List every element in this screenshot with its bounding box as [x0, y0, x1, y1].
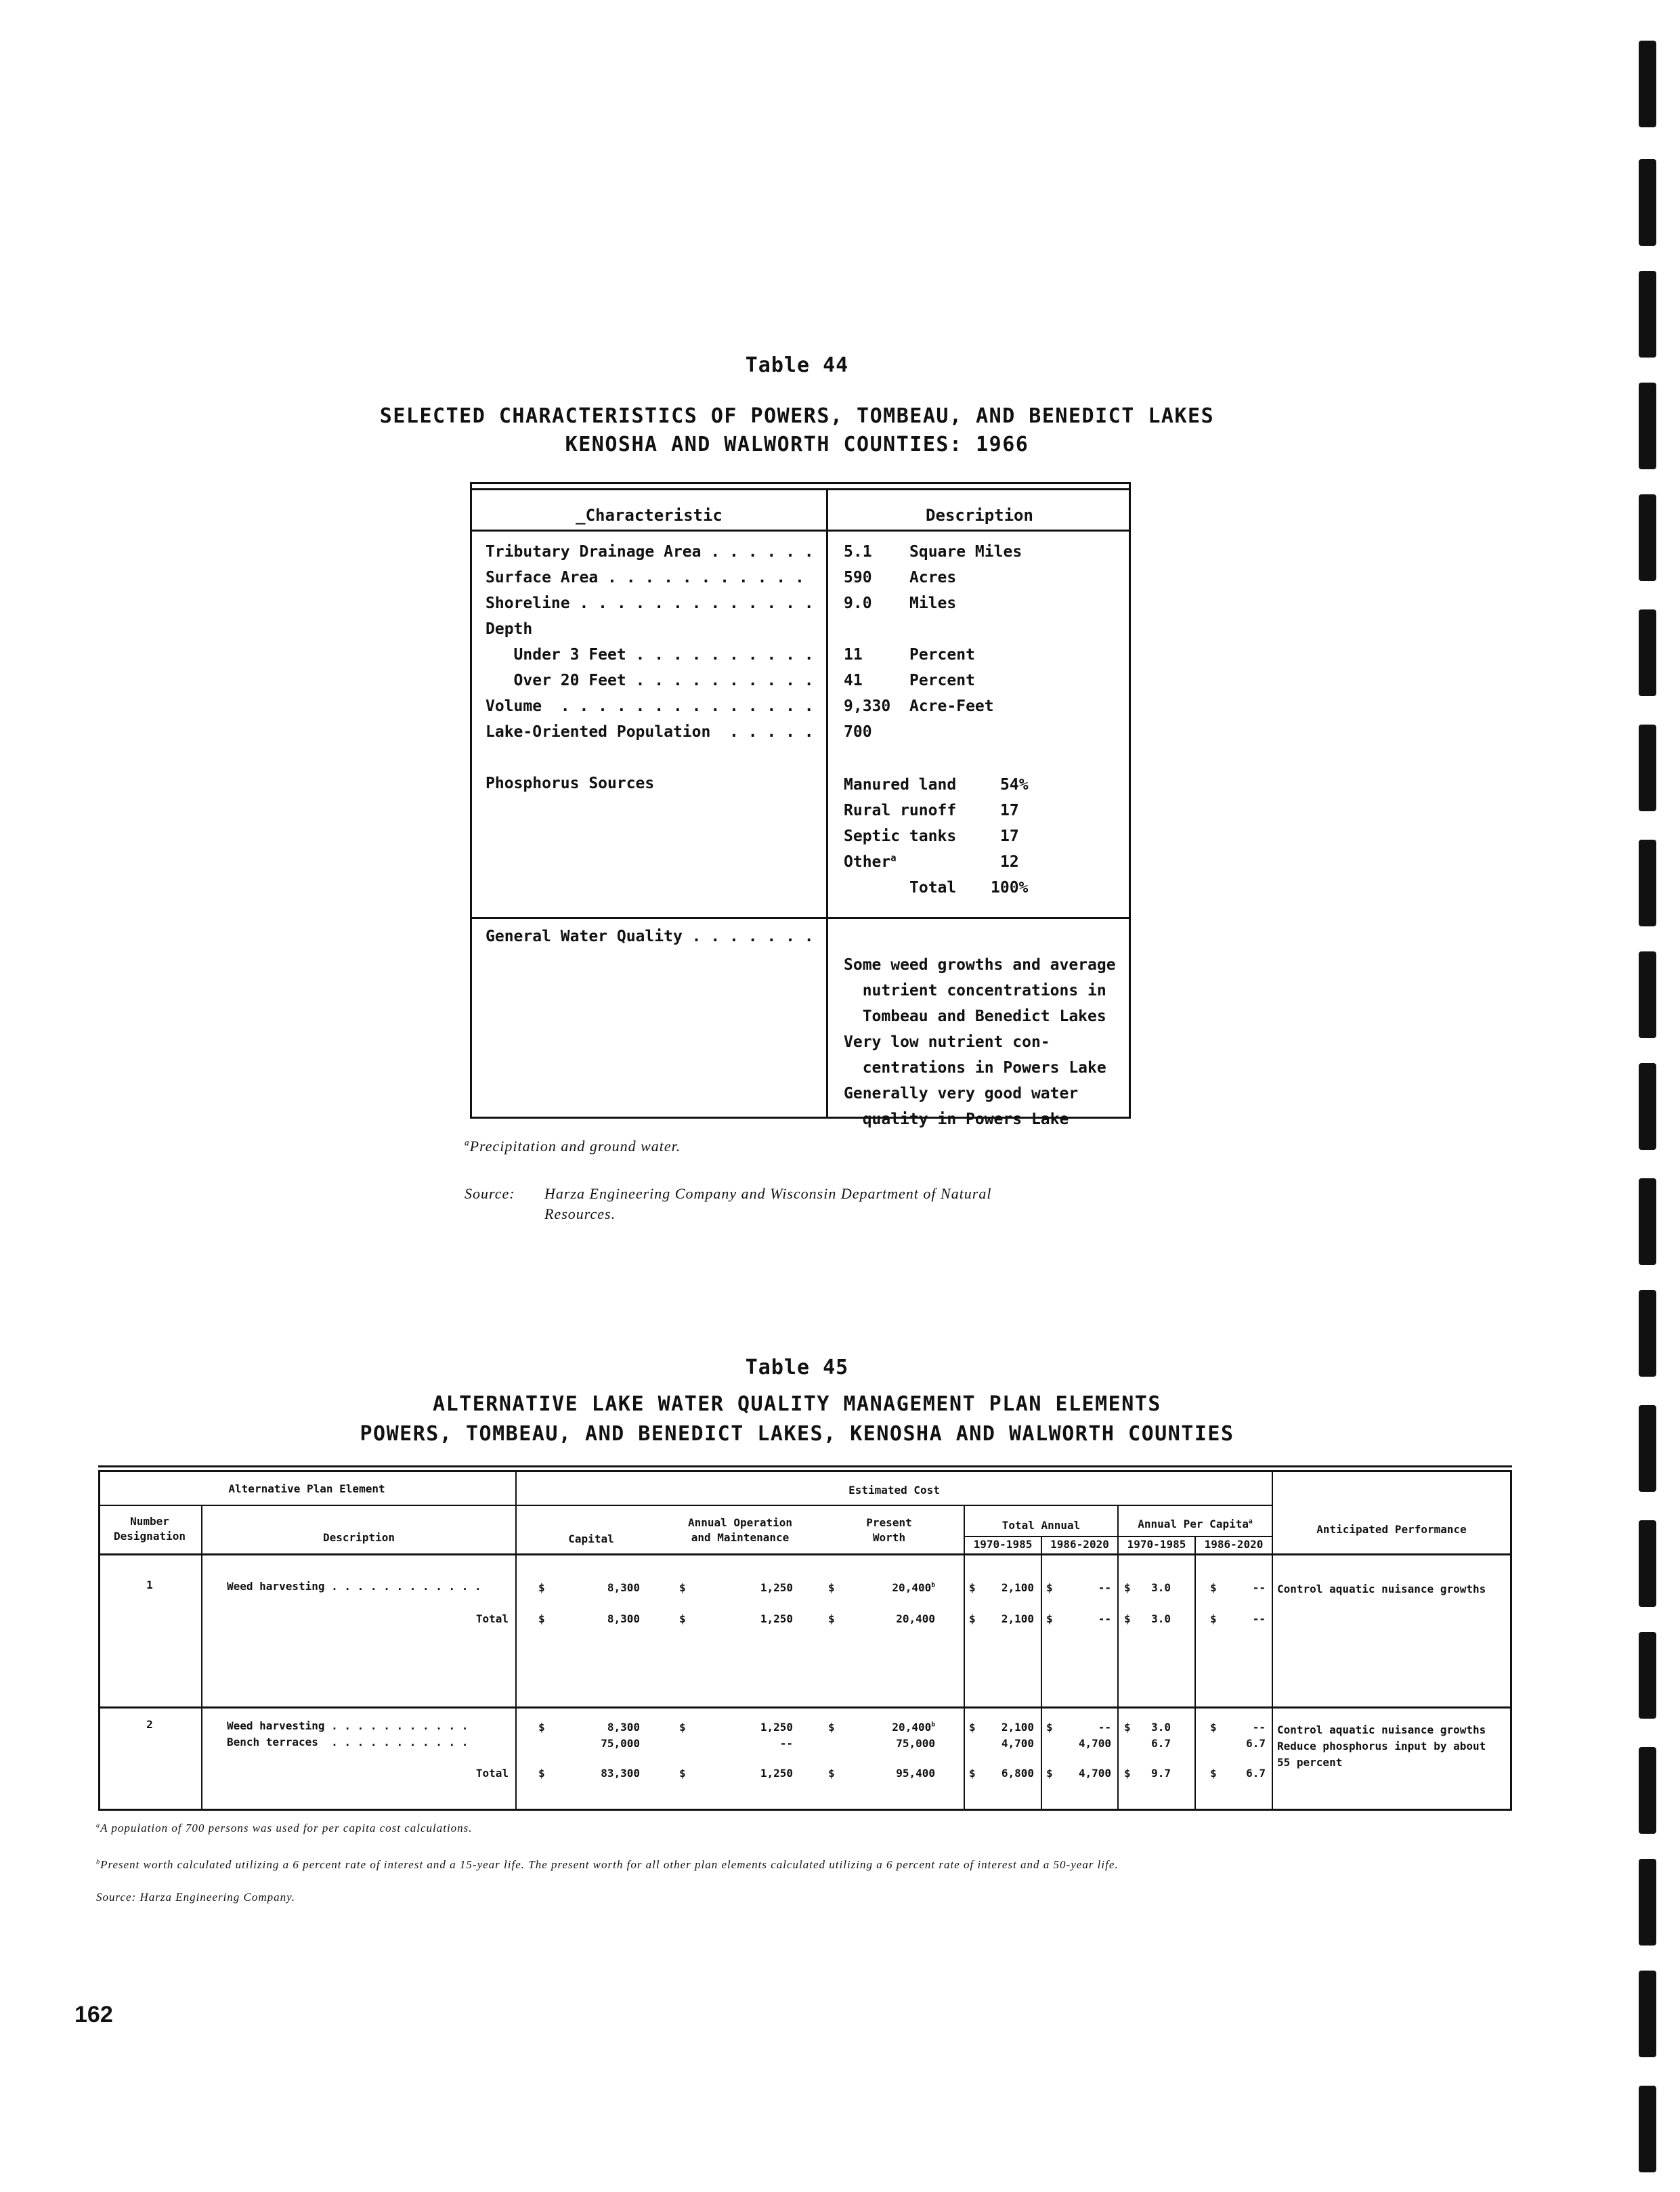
- header-number: [98, 1514, 201, 1544]
- alt2-per-capita-1970: 3.0: [1151, 1721, 1171, 1734]
- footnote-marker: a: [890, 853, 897, 864]
- header-present-worth-line: Worth: [872, 1531, 906, 1544]
- column-divider: [826, 488, 828, 1117]
- phosphorus-total-label: Total: [909, 879, 957, 897]
- currency-sign: $: [1124, 1767, 1131, 1780]
- phosphorus-source: Manured land: [844, 776, 957, 794]
- alt2-total-ta-1970: 6,800: [1001, 1767, 1034, 1780]
- alt2-total-annual-1970: 4,700: [1001, 1737, 1034, 1750]
- alt2-total-ta-1986: 4,700: [1078, 1767, 1111, 1780]
- alt1-item: Weed harvesting . . . . . . . . . . . .: [227, 1580, 481, 1593]
- row-unit: Percent: [909, 646, 975, 664]
- footnote-marker: b: [96, 1858, 101, 1866]
- column-divider: [1041, 1536, 1042, 1811]
- table-bottom-rule: [98, 1809, 1512, 1811]
- currency-sign: $: [1124, 1612, 1131, 1625]
- alt2-capital: 8,300: [607, 1721, 640, 1734]
- header-per-capita: [1119, 1517, 1272, 1532]
- source-text-continued: Resources.: [544, 1205, 616, 1222]
- row-unit: Square Miles: [909, 543, 1022, 561]
- water-quality-line: quality in Powers Lake: [844, 1111, 1069, 1128]
- header-annual-om-line: Annual Operation: [687, 1516, 793, 1529]
- row-rule: [98, 1706, 1512, 1709]
- binding-mark: [1639, 725, 1656, 811]
- row-value: 11: [844, 646, 863, 664]
- header-description: Description: [323, 1531, 395, 1544]
- currency-sign: $: [538, 1581, 545, 1594]
- alt1-present-worth-value: 20,400: [892, 1581, 932, 1594]
- header-period: 1986-2020: [1050, 1538, 1109, 1551]
- header-period: 1970-1985: [973, 1538, 1033, 1551]
- water-quality-text: [844, 926, 1116, 1184]
- water-quality-line: Tombeau and Benedict Lakes: [844, 1008, 1106, 1025]
- alt2-present-worth-value: 20,400: [892, 1721, 932, 1734]
- footnote-text: Precipitation and ground water.: [469, 1138, 681, 1155]
- alt2-annual-om: --: [779, 1737, 793, 1750]
- source-label: Source:: [465, 1185, 515, 1202]
- header-performance: Anticipated Performance: [1316, 1523, 1467, 1536]
- header-description: Description: [926, 506, 1033, 525]
- currency-sign: $: [538, 1721, 545, 1734]
- phosphorus-percent: 17: [1000, 802, 1019, 819]
- phosphorus-source-other: [844, 849, 897, 875]
- table-44-caption: Table 44: [745, 353, 849, 377]
- row-value: 700: [844, 723, 872, 741]
- row-label: Surface Area . . . . . . . . . . .: [486, 569, 804, 586]
- table-top-rule: [98, 1470, 1512, 1472]
- alt1-per-capita-1986: --: [1252, 1581, 1266, 1594]
- table-45-title-line-2: POWERS, TOMBEAU, AND BENEDICT LAKES, KENOSHA AND WALWORTH COUNTIES: [360, 1422, 1234, 1446]
- currency-sign: $: [1046, 1612, 1053, 1625]
- currency-sign: $: [1210, 1721, 1217, 1734]
- header-present-worth-line: Present: [866, 1516, 912, 1529]
- currency-sign: $: [679, 1721, 686, 1734]
- water-quality-line: nutrient concentrations in: [844, 982, 1106, 1000]
- alt2-total-pc-1970: 9.7: [1151, 1767, 1171, 1780]
- alt2-total-pc-1986: 6.7: [1246, 1767, 1266, 1780]
- table-45-footnote-a: [96, 1822, 473, 1835]
- water-quality-line: Generally very good water: [844, 1085, 1079, 1102]
- phosphorus-label: Phosphorus Sources: [486, 775, 655, 792]
- binding-mark: [1639, 1520, 1656, 1607]
- column-divider: [201, 1505, 202, 1811]
- water-quality-line: Some weed growths and average: [844, 956, 1116, 974]
- phosphorus-percent: 12: [1000, 853, 1019, 871]
- binding-mark: [1639, 840, 1656, 926]
- column-divider: [515, 1472, 517, 1811]
- alt2-per-capita-1970: 6.7: [1151, 1737, 1171, 1750]
- water-quality-line: Very low nutrient con-: [844, 1033, 1050, 1051]
- alt2-total-annual-1986: 4,700: [1078, 1737, 1111, 1750]
- phosphorus-percent: 54%: [1000, 776, 1029, 794]
- table-44: [470, 482, 1131, 1128]
- alt1-total-capital: 8,300: [607, 1612, 640, 1625]
- water-quality-line: centrations in Powers Lake: [844, 1059, 1106, 1077]
- alt1-total-ta-1986: --: [1098, 1612, 1111, 1625]
- alt1-total-annual-1970: 2,100: [1001, 1581, 1034, 1594]
- alt2-per-capita-1986: 6.7: [1246, 1737, 1266, 1750]
- row-unit: Acre-Feet: [909, 697, 994, 715]
- alt1-number: 1: [146, 1578, 153, 1591]
- alt1-total-ta-1970: 2,100: [1001, 1612, 1034, 1625]
- header-number-line: Number: [130, 1515, 169, 1528]
- footnote-marker: a: [96, 1822, 101, 1830]
- binding-mark: [1639, 1632, 1656, 1719]
- table-44-footnote: [465, 1138, 681, 1155]
- alt2-per-capita-1986: --: [1252, 1721, 1266, 1734]
- header-capital: Capital: [568, 1532, 614, 1545]
- row-label: Shoreline . . . . . . . . . . . . .: [486, 595, 814, 612]
- row-unit: Percent: [909, 672, 975, 689]
- currency-sign: $: [828, 1721, 835, 1734]
- alt2-present-worth: 75,000: [896, 1737, 935, 1750]
- binding-mark: [1639, 609, 1656, 696]
- currency-sign: $: [828, 1767, 835, 1780]
- header-annual-om: [666, 1516, 815, 1545]
- binding-mark: [1639, 41, 1656, 127]
- binding-mark: [1639, 494, 1656, 581]
- table-45-title-line-1: ALTERNATIVE LAKE WATER QUALITY MANAGEMENT PLAN ELEMENTS: [433, 1392, 1161, 1416]
- currency-sign: $: [1210, 1612, 1217, 1625]
- table-44-title-line-1: SELECTED CHARACTERISTICS OF POWERS, TOMBEAU, AND BENEDICT LAKES: [379, 404, 1215, 428]
- group-header-rule: [98, 1505, 1272, 1506]
- page-number: 162: [74, 2002, 113, 2027]
- header-annual-om-line: and Maintenance: [691, 1531, 790, 1544]
- currency-sign: $: [1046, 1721, 1053, 1734]
- phosphorus-source: Other: [844, 853, 891, 871]
- alt1-total-pc-1970: 3.0: [1151, 1612, 1171, 1625]
- table-45: [98, 1465, 1512, 1811]
- footnote-text: Present worth calculated utilizing a 6 percent rate of interest and a 15-year life. The present worth for all other plan elements calculated utilizing a 6 percent rate of interest and a 50-year life.: [100, 1858, 1119, 1871]
- alt2-number: 2: [146, 1718, 153, 1731]
- currency-sign: $: [1124, 1581, 1131, 1594]
- binding-mark: [1639, 1971, 1656, 2057]
- currency-sign: $: [679, 1767, 686, 1780]
- alt1-total-label: Total: [475, 1612, 509, 1625]
- header-per-capita-label: Annual Per Capita: [1138, 1518, 1249, 1530]
- binding-mark: [1639, 1290, 1656, 1377]
- alt2-total-present-worth: 95,400: [896, 1767, 935, 1780]
- table-top-rule: [470, 488, 1131, 490]
- binding-mark: [1639, 1747, 1656, 1834]
- alt2-total-annual-1970: 2,100: [1001, 1721, 1034, 1734]
- phosphorus-source: Rural runoff: [844, 802, 957, 819]
- currency-sign: $: [679, 1581, 686, 1594]
- row-label: Tributary Drainage Area . . . . . .: [486, 543, 814, 561]
- section-rule: [472, 917, 1129, 919]
- column-divider: [1194, 1536, 1196, 1811]
- row-unit: Acres: [909, 569, 957, 586]
- row-label: Volume . . . . . . . . . . . . . .: [486, 697, 814, 715]
- header-plan-element: Alternative Plan Element: [228, 1482, 385, 1495]
- binding-mark: [1639, 1405, 1656, 1492]
- currency-sign: $: [538, 1767, 545, 1780]
- table-top-rule: [470, 482, 1131, 484]
- row-value: 9.0: [844, 595, 872, 612]
- alt2-total-capital: 83,300: [601, 1767, 640, 1780]
- currency-sign: $: [828, 1581, 835, 1594]
- table-45-footnote-b: [96, 1858, 1119, 1872]
- alt2-item: Weed harvesting . . . . . . . . . . .: [227, 1719, 469, 1732]
- footnote-marker: a: [1248, 1518, 1253, 1526]
- row-label: Over 20 Feet . . . . . . . . . .: [486, 672, 814, 689]
- phosphorus-percent: 17: [1000, 828, 1019, 845]
- alt1-capital: 8,300: [607, 1581, 640, 1594]
- alt1-total-annual-1986: --: [1098, 1581, 1111, 1594]
- alt2-total-annual-om: 1,250: [760, 1767, 793, 1780]
- alt2-item: Bench terraces . . . . . . . . . . .: [227, 1736, 469, 1748]
- currency-sign: $: [1046, 1767, 1053, 1780]
- alt2-performance: Control aquatic nuisance growths: [1277, 1723, 1486, 1736]
- currency-sign: $: [1124, 1721, 1131, 1734]
- row-label: Depth: [486, 620, 533, 638]
- header-rule: [98, 1553, 1512, 1555]
- table-top-rule: [98, 1465, 1512, 1467]
- binding-mark: [1639, 2086, 1656, 2172]
- binding-mark: [1639, 1063, 1656, 1150]
- binding-mark: [1639, 383, 1656, 469]
- currency-sign: $: [538, 1612, 545, 1625]
- alt1-annual-om: 1,250: [760, 1581, 793, 1594]
- row-unit: Miles: [909, 595, 957, 612]
- table-44-source: [465, 1184, 991, 1224]
- binding-mark: [1639, 271, 1656, 358]
- binding-mark: [1639, 951, 1656, 1038]
- alt2-performance: 55 percent: [1277, 1756, 1343, 1769]
- source-text: Harza Engineering Company and Wisconsin Department of Natural: [544, 1185, 992, 1202]
- table-45-source: Source: Harza Engineering Company.: [96, 1891, 296, 1904]
- footnote-marker: a: [465, 1137, 470, 1148]
- row-label: Lake-Oriented Population . . . . .: [486, 723, 814, 741]
- phosphorus-total-percent: 100%: [991, 879, 1029, 897]
- alt1-total-pc-1986: --: [1252, 1612, 1266, 1625]
- row-value: 590: [844, 569, 872, 586]
- alt2-present-worth: [850, 1720, 935, 1735]
- table-right-rule: [1510, 1470, 1512, 1811]
- row-value: 9,330: [844, 697, 891, 715]
- binding-mark: [1639, 1178, 1656, 1265]
- currency-sign: $: [1210, 1581, 1217, 1594]
- header-total-annual: Total Annual: [1001, 1519, 1081, 1532]
- alt2-annual-om: 1,250: [760, 1721, 793, 1734]
- row-label: Under 3 Feet . . . . . . . . . .: [486, 646, 814, 664]
- binding-mark: [1639, 1859, 1656, 1946]
- table-44-title: [0, 402, 1594, 459]
- alt2-total-label: Total: [475, 1767, 509, 1780]
- alt2-performance: Reduce phosphorus input by about: [1277, 1740, 1486, 1753]
- table-44-title-line-2: KENOSHA AND WALWORTH COUNTIES: 1966: [565, 433, 1029, 456]
- header-period: 1986-2020: [1204, 1538, 1264, 1551]
- row-value: 5.1: [844, 543, 872, 561]
- currency-sign: $: [1046, 1581, 1053, 1594]
- currency-sign: $: [1210, 1767, 1217, 1780]
- footnote-marker: b: [931, 1581, 935, 1589]
- currency-sign: $: [828, 1612, 835, 1625]
- footnote-text: A population of 700 persons was used for per capita cost calculations.: [100, 1822, 473, 1834]
- alt1-present-worth: [850, 1581, 935, 1595]
- alt2-capital: 75,000: [601, 1737, 640, 1750]
- row-value: 41: [844, 672, 863, 689]
- currency-sign: $: [679, 1612, 686, 1625]
- phosphorus-source: Septic tanks: [844, 828, 957, 845]
- currency-sign: $: [969, 1612, 976, 1625]
- alt1-total-present-worth: 20,400: [896, 1612, 935, 1625]
- header-characteristic: _Characteristic: [576, 506, 723, 525]
- header-period: 1970-1985: [1127, 1538, 1186, 1551]
- alt1-per-capita-1970: 3.0: [1151, 1581, 1171, 1594]
- currency-sign: $: [969, 1581, 976, 1594]
- alt1-performance: Control aquatic nuisance growths: [1277, 1583, 1486, 1595]
- table-45-title: [0, 1390, 1594, 1449]
- alt1-total-annual-om: 1,250: [760, 1612, 793, 1625]
- alt2-total-annual-1986: --: [1098, 1721, 1111, 1734]
- header-present-worth: [815, 1516, 964, 1545]
- header-number-line: Designation: [114, 1530, 186, 1543]
- table-45-caption: Table 45: [745, 1356, 849, 1379]
- binding-mark: [1639, 159, 1656, 246]
- currency-sign: $: [969, 1721, 976, 1734]
- water-quality-label: General Water Quality . . . . . . .: [486, 928, 814, 945]
- header-estimated-cost: Estimated Cost: [848, 1484, 940, 1497]
- currency-sign: $: [969, 1767, 976, 1780]
- footnote-marker: b: [931, 1721, 935, 1729]
